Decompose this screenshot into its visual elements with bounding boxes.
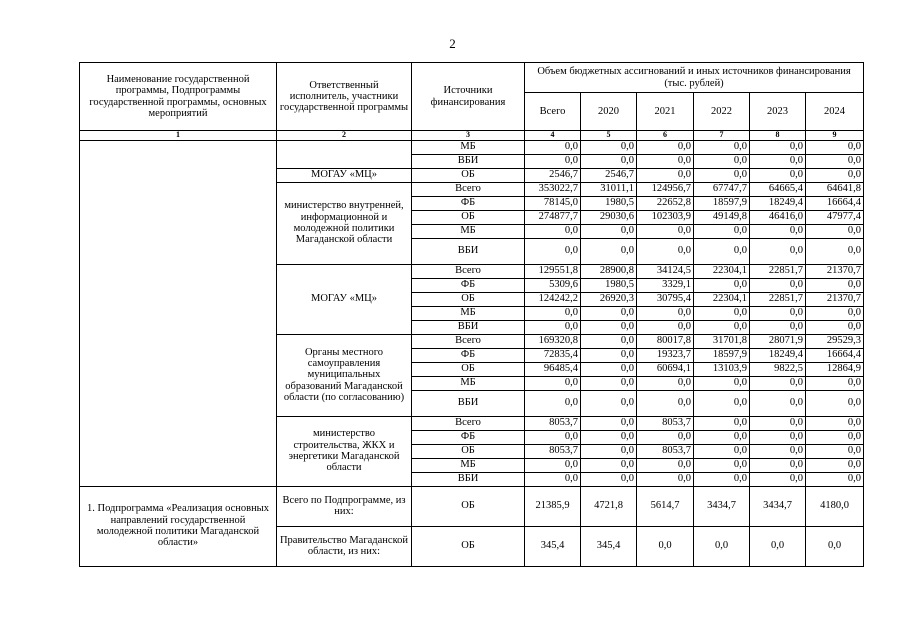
responsible-cell: министерство строительства, ЖКХ и энергетики Магаданской области [277,416,412,486]
value-cell: 0,0 [694,278,750,292]
header-responsible: Ответственный исполнитель, участники государственной программы [277,63,412,131]
source-cell: ОБ [412,444,525,458]
value-cell: 0,0 [525,430,581,444]
responsible-cell: МОГАУ «МЦ» [277,264,412,334]
value-cell: 0,0 [694,224,750,238]
value-cell: 0,0 [694,416,750,430]
value-cell: 0,0 [581,154,637,168]
value-cell: 18249,4 [750,196,806,210]
year-header: 2024 [806,93,864,131]
column-number: 6 [637,131,694,141]
value-cell: 0,0 [694,168,750,182]
value-cell: 0,0 [581,224,637,238]
value-cell: 0,0 [806,168,864,182]
value-cell: 8053,7 [637,444,694,458]
value-cell: 0,0 [750,458,806,472]
value-cell: 4180,0 [806,486,864,526]
value-cell: 8053,7 [637,416,694,430]
value-cell: 28900,8 [581,264,637,278]
value-cell: 13103,9 [694,362,750,376]
value-cell: 0,0 [750,224,806,238]
value-cell: 34124,5 [637,264,694,278]
value-cell: 0,0 [694,458,750,472]
year-header: 2020 [581,93,637,131]
value-cell: 0,0 [694,140,750,154]
value-cell: 345,4 [581,526,637,566]
source-cell: МБ [412,140,525,154]
responsible-cell: МОГАУ «МЦ» [277,168,412,182]
value-cell: 0,0 [637,306,694,320]
value-cell: 5309,6 [525,278,581,292]
value-cell: 0,0 [637,224,694,238]
value-cell: 21370,7 [806,264,864,278]
source-cell: Всего [412,334,525,348]
value-cell: 0,0 [581,430,637,444]
value-cell: 0,0 [694,444,750,458]
value-cell: 30795,4 [637,292,694,306]
value-cell: 5614,7 [637,486,694,526]
value-cell: 0,0 [525,154,581,168]
value-cell: 1980,5 [581,196,637,210]
value-cell: 0,0 [806,430,864,444]
source-cell: ВБИ [412,320,525,334]
year-header: 2023 [750,93,806,131]
value-cell: 0,0 [806,526,864,566]
value-cell: 0,0 [637,526,694,566]
value-cell: 0,0 [525,224,581,238]
source-cell: ОБ [412,526,525,566]
value-cell: 4721,8 [581,486,637,526]
value-cell: 353022,7 [525,182,581,196]
value-cell: 0,0 [581,390,637,416]
value-cell: 28071,9 [750,334,806,348]
value-cell: 0,0 [694,376,750,390]
value-cell: 3434,7 [750,486,806,526]
program-name-cell [80,140,277,486]
value-cell: 0,0 [694,306,750,320]
value-cell: 0,0 [581,458,637,472]
source-cell: Всего [412,416,525,430]
source-cell: МБ [412,376,525,390]
source-cell: ВБИ [412,238,525,264]
value-cell: 0,0 [525,390,581,416]
value-cell: 0,0 [806,472,864,486]
header-source: Источники финансирования [412,63,525,131]
source-cell: ВБИ [412,154,525,168]
value-cell: 2546,7 [581,168,637,182]
value-cell: 0,0 [581,140,637,154]
column-number: 9 [806,131,864,141]
value-cell: 0,0 [581,334,637,348]
value-cell: 67747,7 [694,182,750,196]
value-cell: 0,0 [637,376,694,390]
value-cell: 0,0 [806,416,864,430]
value-cell: 0,0 [750,472,806,486]
value-cell: 0,0 [637,154,694,168]
source-cell: Всего [412,264,525,278]
value-cell: 18249,4 [750,348,806,362]
source-cell: МБ [412,458,525,472]
value-cell: 29030,6 [581,210,637,224]
value-cell: 2546,7 [525,168,581,182]
value-cell: 0,0 [806,390,864,416]
value-cell: 0,0 [581,376,637,390]
value-cell: 26920,3 [581,292,637,306]
value-cell: 0,0 [750,390,806,416]
responsible-cell: Всего по Подпрограмме, из них: [277,486,412,526]
value-cell: 0,0 [750,154,806,168]
value-cell: 0,0 [694,154,750,168]
value-cell: 0,0 [806,224,864,238]
page-number: 2 [449,36,456,51]
value-cell: 0,0 [694,472,750,486]
column-number: 3 [412,131,525,141]
responsible-cell: министерство внутренней, информационной и молодежной политики Магаданской области [277,182,412,264]
value-cell: 22851,7 [750,292,806,306]
value-cell: 0,0 [750,376,806,390]
value-cell: 0,0 [750,278,806,292]
value-cell: 0,0 [806,278,864,292]
source-cell: МБ [412,224,525,238]
value-cell: 78145,0 [525,196,581,210]
source-cell: ОБ [412,210,525,224]
header-volume: Объем бюджетных ассигнований и иных источников финансирования (тыс. рублей) [525,63,864,93]
source-cell: МБ [412,306,525,320]
value-cell: 0,0 [806,306,864,320]
value-cell: 8053,7 [525,444,581,458]
value-cell: 0,0 [750,320,806,334]
column-number: 1 [80,131,277,141]
value-cell: 0,0 [637,140,694,154]
value-cell: 0,0 [581,306,637,320]
value-cell: 0,0 [806,444,864,458]
value-cell: 60694,1 [637,362,694,376]
value-cell: 0,0 [581,320,637,334]
value-cell: 8053,7 [525,416,581,430]
source-cell: ОБ [412,362,525,376]
value-cell: 0,0 [525,458,581,472]
table-row [80,140,864,154]
value-cell: 22652,8 [637,196,694,210]
source-cell: ФБ [412,278,525,292]
value-cell: 0,0 [806,320,864,334]
value-cell: 47977,4 [806,210,864,224]
value-cell: 0,0 [581,238,637,264]
year-header: 2021 [637,93,694,131]
value-cell: 0,0 [694,320,750,334]
value-cell: 3434,7 [694,486,750,526]
value-cell: 0,0 [750,238,806,264]
value-cell: 0,0 [694,390,750,416]
budget-table [79,62,864,567]
value-cell: 169320,8 [525,334,581,348]
value-cell: 22304,1 [694,264,750,278]
value-cell: 22851,7 [750,264,806,278]
source-cell: Всего [412,182,525,196]
value-cell: 18597,9 [694,348,750,362]
value-cell: 18597,9 [694,196,750,210]
column-number: 5 [581,131,637,141]
responsible-cell: Органы местного самоуправления муниципальных образований Магаданской области (по согласованию) [277,334,412,416]
value-cell: 29529,3 [806,334,864,348]
value-cell: 96485,4 [525,362,581,376]
value-cell: 72835,4 [525,348,581,362]
value-cell: 21370,7 [806,292,864,306]
value-cell: 16664,4 [806,348,864,362]
value-cell: 0,0 [694,238,750,264]
value-cell: 9822,5 [750,362,806,376]
value-cell: 0,0 [806,376,864,390]
value-cell: 49149,8 [694,210,750,224]
year-header: 2022 [694,93,750,131]
value-cell: 12864,9 [806,362,864,376]
year-header: Всего [525,93,581,131]
value-cell: 0,0 [581,444,637,458]
value-cell: 0,0 [806,458,864,472]
subprogram-row [80,486,864,526]
value-cell: 0,0 [637,168,694,182]
value-cell: 0,0 [581,348,637,362]
value-cell: 22304,1 [694,292,750,306]
value-cell: 0,0 [525,472,581,486]
value-cell: 0,0 [694,430,750,444]
value-cell: 0,0 [750,140,806,154]
value-cell: 0,0 [581,472,637,486]
value-cell: 345,4 [525,526,581,566]
subprogram-name: 1. Подпрограмма «Реализация основных направлений государственной молодежной политики Магаданской области» [80,486,277,566]
value-cell: 0,0 [581,362,637,376]
value-cell: 80017,8 [637,334,694,348]
source-cell: ФБ [412,348,525,362]
value-cell: 0,0 [637,390,694,416]
value-cell: 21385,9 [525,486,581,526]
source-cell: ОБ [412,486,525,526]
column-number: 2 [277,131,412,141]
column-number: 8 [750,131,806,141]
value-cell: 1980,5 [581,278,637,292]
value-cell: 0,0 [806,140,864,154]
value-cell: 274877,7 [525,210,581,224]
value-cell: 0,0 [525,376,581,390]
source-cell: ОБ [412,292,525,306]
header-name: Наименование государственной программы, Подпрограммы государственной программы, основных мероприятий [80,63,277,131]
responsible-cell: Правительство Магаданской области, из них: [277,526,412,566]
value-cell: 46416,0 [750,210,806,224]
value-cell: 0,0 [637,458,694,472]
value-cell: 0,0 [694,526,750,566]
value-cell: 129551,8 [525,264,581,278]
value-cell: 3329,1 [637,278,694,292]
value-cell: 0,0 [581,416,637,430]
value-cell: 124956,7 [637,182,694,196]
source-cell: ФБ [412,430,525,444]
value-cell: 0,0 [637,320,694,334]
value-cell: 0,0 [637,238,694,264]
value-cell: 31011,1 [581,182,637,196]
value-cell: 31701,8 [694,334,750,348]
value-cell: 19323,7 [637,348,694,362]
value-cell: 0,0 [750,168,806,182]
value-cell: 0,0 [525,140,581,154]
value-cell: 0,0 [637,472,694,486]
responsible-cell [277,140,412,168]
value-cell: 102303,9 [637,210,694,224]
value-cell: 0,0 [750,430,806,444]
value-cell: 16664,4 [806,196,864,210]
value-cell: 64641,8 [806,182,864,196]
column-number: 4 [525,131,581,141]
source-cell: ВБИ [412,390,525,416]
value-cell: 0,0 [637,430,694,444]
value-cell: 0,0 [525,238,581,264]
value-cell: 0,0 [750,444,806,458]
value-cell: 0,0 [525,320,581,334]
value-cell: 0,0 [750,526,806,566]
source-cell: ФБ [412,196,525,210]
value-cell: 0,0 [750,416,806,430]
column-number: 7 [694,131,750,141]
value-cell: 0,0 [806,238,864,264]
source-cell: ВБИ [412,472,525,486]
value-cell: 64665,4 [750,182,806,196]
value-cell: 0,0 [750,306,806,320]
value-cell: 0,0 [806,154,864,168]
value-cell: 124242,2 [525,292,581,306]
source-cell: ОБ [412,168,525,182]
value-cell: 0,0 [525,306,581,320]
